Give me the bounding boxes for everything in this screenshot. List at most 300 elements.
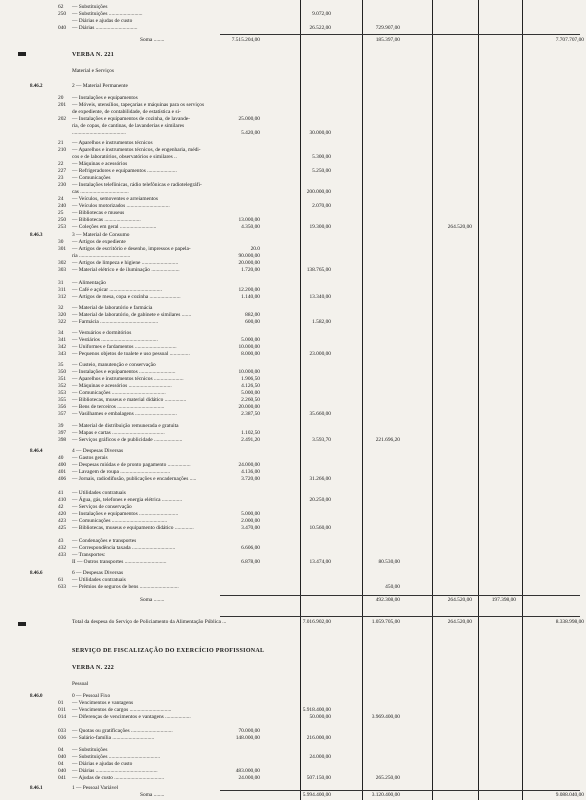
item-description: Pessoal: [72, 681, 89, 687]
amount-col-1: 20.0: [250, 246, 260, 252]
item-description: 0 — Pessoal Fixo: [72, 693, 111, 699]
item-description: — Diárias e ajudas de custo: [72, 18, 133, 24]
item-number: 43: [58, 538, 64, 544]
item-description: — Vestuários e dormitórios: [72, 330, 132, 336]
amount-col-2: 20.250,00: [309, 497, 331, 503]
amount-col-2: 10.560,00: [309, 525, 331, 531]
ledger-row: [0, 476, 586, 483]
item-description: — Material de distribuição remunerada e gratuita: [72, 423, 179, 429]
amount-col-2: 138.765,00: [306, 267, 331, 273]
ledger-row: [0, 497, 586, 504]
amount-col-2: 19.300,00: [309, 224, 331, 230]
item-description: — Bibliotecas ...........................: [72, 217, 141, 223]
item-description: — Material elétrico e de iluminação .....................: [72, 267, 180, 273]
amount-col-1: 4.350,00: [241, 224, 260, 230]
item-description: — Aparelhos e instrumentos técnicos, de engenharia, médi-: [72, 147, 201, 153]
item-number: 20: [58, 95, 64, 101]
ledger-row: [0, 469, 586, 476]
ledger-row: [0, 369, 586, 376]
amount-col-3: 265.250,00: [375, 775, 400, 781]
item-description: — Diárias ..............................................: [72, 768, 158, 774]
item-description: — Instalações e equipamentos .............................: [72, 511, 179, 517]
item-description: ria ......................................: [72, 253, 131, 259]
item-description: — Substituições .........................: [72, 11, 143, 17]
ledger-row: [0, 232, 586, 239]
item-description: SERVIÇO DE FISCALIZAÇÃO DO EXERCÍCIO PROFISSIONAL: [72, 648, 265, 654]
amount-col-1: 3.470,00: [241, 525, 260, 531]
item-number: 322: [58, 319, 67, 325]
item-description: — Diárias ...............................: [72, 25, 138, 31]
item-number: 250: [58, 217, 67, 223]
ledger-row: [0, 538, 586, 545]
amount-col-1: 148.000,00: [235, 735, 260, 741]
item-description: de expediente, de contabilidade, de estatística e si-: [72, 109, 181, 115]
ledger-row: [0, 305, 586, 312]
ledger-row: [0, 294, 586, 301]
item-description: — Transportes:: [72, 552, 106, 558]
amount-col-3: 492.308,00: [375, 597, 400, 603]
ledger-row: [0, 203, 586, 210]
ledger-row: [0, 83, 586, 90]
amount-col-3: 3.120.400,00: [371, 792, 400, 798]
item-number: 353: [58, 390, 67, 396]
total-row: [0, 792, 586, 799]
item-description: — Diferenças de vencimentos e vantagens ...................: [72, 714, 191, 720]
ledger-row: [0, 545, 586, 552]
item-description: — Comunicações .........................................: [72, 518, 168, 524]
section-heading: [0, 665, 586, 672]
item-number: 253: [58, 224, 67, 230]
amount-col-2: 50.000,00: [309, 714, 331, 720]
item-description: Material e Serviços: [72, 68, 114, 74]
amount-col-3: 450,00: [385, 584, 400, 590]
item-description: — Lavagem de roupa .....................................: [72, 469, 171, 475]
item-description: — Material de laboratório, de gabinete e similares .......: [72, 312, 192, 318]
amount-col-6: 9.088.040,00: [555, 792, 584, 798]
item-description: VERBA N. 222: [72, 665, 115, 671]
item-number: 406: [58, 476, 67, 482]
item-number: 61: [58, 577, 64, 583]
ledger-row: [0, 312, 586, 319]
item-description: — Substituições: [72, 747, 108, 753]
section-code: 8.46.1: [30, 786, 43, 791]
section-code: 8.46.4: [30, 449, 43, 454]
sum-rule: [220, 595, 580, 596]
ledger-row: [0, 754, 586, 761]
item-number: 036: [58, 735, 67, 741]
item-description: — Café e açúcar .......................................: [72, 287, 162, 293]
item-description: — Vestiários ..........................................: [72, 337, 158, 343]
item-description: — Comunicações: [72, 175, 111, 181]
ledger-row: [0, 437, 586, 444]
ledger-row: [0, 619, 586, 626]
amount-col-5: 197.398,00: [491, 597, 516, 603]
ledger-row: [0, 411, 586, 418]
ledger-row: [0, 455, 586, 462]
item-description: — Instalações e equipamentos ...........................: [72, 369, 176, 375]
ledger-row: [0, 518, 586, 525]
item-description: — Alimentação: [72, 280, 106, 286]
item-description: — Condenações e transportes: [72, 538, 137, 544]
item-number: 301: [58, 246, 67, 252]
sum-rule: [220, 34, 580, 35]
amount-col-1: 6.606,00: [241, 545, 260, 551]
item-number: 25: [58, 210, 64, 216]
item-description: — Correspondência taxada ................................: [72, 545, 176, 551]
ledger-row: [0, 4, 586, 11]
item-description: — Instalações telefônicas, rádio telefônicas e radiotelegráfi-: [72, 182, 202, 188]
item-number: 312: [58, 294, 67, 300]
item-number: 350: [58, 369, 67, 375]
item-description: — Bibliotecas, museus e equipamento didático ..............: [72, 525, 194, 531]
amount-col-2: 5.300,00: [312, 154, 331, 160]
item-number: 04: [58, 747, 64, 753]
amount-col-1: 600,00: [245, 319, 260, 325]
amount-col-1: 4.126,50: [241, 383, 260, 389]
ledger-row: [0, 785, 586, 792]
item-number: 342: [58, 344, 67, 350]
item-number: 357: [58, 411, 67, 417]
total-row: [0, 37, 586, 44]
item-number: 040: [58, 25, 67, 31]
item-number: 210: [58, 147, 67, 153]
item-description: — Bibliotecas e museus: [72, 210, 125, 216]
amount-col-2: 23.000,00: [309, 351, 331, 357]
ledger-row: [0, 102, 586, 109]
ledger-row: [0, 511, 586, 518]
item-description: ........................................: [72, 130, 126, 136]
ledger-row: [0, 109, 586, 116]
ledger-row: [0, 319, 586, 326]
amount-col-1: 8.000,00: [241, 351, 260, 357]
item-number: 311: [58, 287, 66, 293]
amount-col-1: 5.420,00: [241, 130, 260, 136]
amount-col-1: 5.000,00: [241, 390, 260, 396]
amount-col-6: 7.707.707,00: [555, 37, 584, 43]
ledger-row: [0, 448, 586, 455]
ledger-row: [0, 430, 586, 437]
amount-col-1: 12.200,00: [238, 287, 260, 293]
item-description: — Pequenos objetos de toalete e uso pessoal ...............: [72, 351, 190, 357]
ledger-row: [0, 161, 586, 168]
item-number: 423: [58, 518, 67, 524]
ledger-row: [0, 25, 586, 32]
item-number: 250: [58, 11, 67, 17]
ledger-row: [0, 189, 586, 196]
ledger-row: [0, 224, 586, 231]
amount-col-1: 2.387,50: [241, 411, 260, 417]
ledger-row: [0, 337, 586, 344]
ledger-row: [0, 217, 586, 224]
item-number: 23: [58, 175, 64, 181]
item-number: 40: [58, 455, 64, 461]
item-description: Total da despesa do Serviço de Policiamento da Alimentação Pública ...: [72, 619, 227, 625]
item-number: 432: [58, 545, 67, 551]
item-description: — Comunicações ........................................: [72, 390, 166, 396]
item-number: 303: [58, 267, 67, 273]
amount-col-3: 3.969.400,00: [371, 714, 400, 720]
amount-col-1: 2.000,00: [241, 518, 260, 524]
item-number: 30: [58, 239, 64, 245]
amount-col-1: 10.000,00: [238, 369, 260, 375]
amount-col-4: 264.520,00: [447, 224, 472, 230]
item-description: — Diárias e ajudas de custo: [72, 761, 133, 767]
ledger-row: [0, 490, 586, 497]
ledger-row: [0, 462, 586, 469]
section-code: 8.46.0: [30, 694, 43, 699]
ledger-row: [0, 147, 586, 154]
item-description: 6 — Despesas Diversas: [72, 570, 124, 576]
amount-col-2: 1.582,00: [312, 319, 331, 325]
ledger-row: [0, 280, 586, 287]
item-number: 352: [58, 383, 67, 389]
amount-col-2: 24.000,00: [309, 754, 331, 760]
item-description: — Água, gás, telefones e energia elétrica ...............: [72, 497, 183, 503]
item-number: 227: [58, 168, 67, 174]
item-description: — Bibliotecas, museus e material didático ................: [72, 397, 187, 403]
item-description: cos e de laboratórios, observatórios e similares ..: [72, 154, 177, 160]
amount-col-3: 729.907,00: [375, 25, 400, 31]
amount-col-4: 264.520,00: [447, 597, 472, 603]
item-description: — Uniformes e fardamentos ...............................: [72, 344, 177, 350]
amount-col-2: 507.150,00: [306, 775, 331, 781]
item-number: 31: [58, 280, 64, 286]
amount-col-1: 20.000,00: [238, 404, 260, 410]
ledger-row: [0, 253, 586, 260]
item-number: 041: [58, 775, 67, 781]
ledger-row: [0, 525, 586, 532]
item-description: — Vencimentos e vantagens: [72, 700, 134, 706]
ledger-row: [0, 239, 586, 246]
item-number: 21: [58, 140, 64, 146]
amount-col-2: 35.660,00: [309, 411, 331, 417]
amount-col-1: 6.878,00: [241, 559, 260, 565]
item-description: — Salário-família ...............................: [72, 735, 155, 741]
item-description: 3 — Material de Consumo: [72, 232, 130, 238]
item-number: 32: [58, 305, 64, 311]
item-number: 240: [58, 203, 67, 209]
ledger-row: [0, 11, 586, 18]
amount-col-2: 216.000,00: [306, 735, 331, 741]
item-description: — Utilidades contratuais: [72, 490, 126, 496]
item-description: — Gastos gerais: [72, 455, 108, 461]
ledger-row: [0, 116, 586, 123]
ledger-row: [0, 140, 586, 147]
ledger-row: [0, 552, 586, 559]
item-number: 401: [58, 469, 67, 475]
amount-col-1: 25.000,00: [238, 116, 260, 122]
item-number: 425: [58, 525, 67, 531]
item-description: 1 — Pessoal Variável: [72, 785, 119, 791]
item-number: 04: [58, 761, 64, 767]
ledger-row: [0, 570, 586, 577]
section-heading: [0, 52, 586, 59]
ledger-row: [0, 351, 586, 358]
item-description: Soma ........: [140, 597, 165, 603]
amount-col-4: 264.520,00: [447, 619, 472, 625]
item-number: 41: [58, 490, 64, 496]
ledger-row: [0, 210, 586, 217]
item-description: — Quotas ou gratificações ...............................: [72, 728, 173, 734]
ledger-row: [0, 559, 586, 566]
amount-col-1: 2.491,20: [241, 437, 260, 443]
item-number: 011: [58, 707, 66, 713]
item-description: — Despesas miúdas e de pronto pagamento .................: [72, 462, 191, 468]
amount-col-2: 5.918.400,00: [302, 707, 331, 713]
item-number: 400: [58, 462, 67, 468]
item-description: — Aparelhos e instrumentos técnicos ......................: [72, 376, 184, 382]
ledger-row: [0, 707, 586, 714]
ledger-row: [0, 362, 586, 369]
ledger-row: [0, 182, 586, 189]
item-description: — Móveis, utensílios, tapeçarias e máquinas para os serviços: [72, 102, 205, 108]
amount-col-2: 5.994.400,00: [302, 792, 331, 798]
item-number: 62: [58, 4, 64, 10]
ledger-row: [0, 390, 586, 397]
item-number: 39: [58, 423, 64, 429]
item-description: — Serviços de conservação: [72, 504, 132, 510]
item-description: — Artigos de mesa, copa e cozinha .......................: [72, 294, 181, 300]
amount-col-1: 1.102,50: [241, 430, 260, 436]
item-description: — Refrigeradores e equipamentos ......................: [72, 168, 177, 174]
ledger-row: [0, 693, 586, 700]
amount-col-1: 1.720,00: [241, 267, 260, 273]
amount-col-1: 1.140,00: [241, 294, 260, 300]
sum-rule: [220, 616, 580, 617]
item-description: — Bens de terceiros ...................................: [72, 404, 165, 410]
item-description: — Mapas e cartas .......................................: [72, 430, 165, 436]
item-description: — Ajudas de custo .....................................: [72, 775, 165, 781]
item-description: — Vasilhames e embalagens ...............................: [72, 411, 177, 417]
item-description: — Substituições ......................................: [72, 754, 161, 760]
ledger-row: [0, 95, 586, 102]
ledger-row: [0, 577, 586, 584]
amount-col-1: 483.000,00: [235, 768, 260, 774]
item-number: 341: [58, 337, 67, 343]
ledger-row: [0, 714, 586, 721]
ledger-row: [0, 423, 586, 430]
amount-col-1: 24.000,00: [238, 462, 260, 468]
ledger-row: [0, 761, 586, 768]
ledger-row: [0, 287, 586, 294]
amount-col-1: 24.000,00: [238, 775, 260, 781]
item-number: 633: [58, 584, 67, 590]
item-number: 202: [58, 116, 67, 122]
item-description: — Vencimentos de cargos ...............................: [72, 707, 172, 713]
item-description: 2 — Material Permanente: [72, 83, 128, 89]
ledger-row: [0, 344, 586, 351]
item-description: — Artigos de expediente: [72, 239, 126, 245]
amount-col-1: 2.260,50: [241, 397, 260, 403]
amount-col-2: 200.000,00: [306, 189, 331, 195]
item-description: — Máquinas e acessórios ................................: [72, 383, 172, 389]
ledger-row: [0, 747, 586, 754]
ledger-row: [0, 168, 586, 175]
amount-col-1: 5.000,00: [241, 511, 260, 517]
item-description: — Instalações e equipamentos: [72, 95, 138, 101]
item-number: 230: [58, 182, 67, 188]
item-description: cas ....................................: [72, 189, 129, 195]
amount-col-2: 13.340,00: [309, 294, 331, 300]
item-number: 040: [58, 768, 67, 774]
amount-col-3: 1.059.705,00: [371, 619, 400, 625]
section-code: 8.46.3: [30, 233, 43, 238]
ledger-row: [0, 700, 586, 707]
amount-col-1: 882,00: [245, 312, 260, 318]
ledger-row: [0, 196, 586, 203]
item-number: 040: [58, 754, 67, 760]
amount-col-1: 3.720,00: [241, 476, 260, 482]
section-heading: [0, 648, 586, 655]
item-description: — Coleções em geral ...........................: [72, 224, 157, 230]
item-number: 033: [58, 728, 67, 734]
amount-col-1: 1.906,50: [241, 376, 260, 382]
item-number: 201: [58, 102, 67, 108]
ledger-row: [0, 130, 586, 137]
item-description: — Veículos motorizados ................................: [72, 203, 170, 209]
ledger-row: [0, 681, 586, 688]
amount-col-3: 185.397,00: [375, 37, 400, 43]
ledger-row: [0, 154, 586, 161]
item-number: 343: [58, 351, 67, 357]
item-number: 24: [58, 196, 64, 202]
item-number: 397: [58, 430, 67, 436]
item-number: 433: [58, 552, 67, 558]
item-number: 356: [58, 404, 67, 410]
amount-col-1: 7.515.204,00: [231, 37, 260, 43]
ledger-row: [0, 175, 586, 182]
item-number: 302: [58, 260, 67, 266]
item-number: 320: [58, 312, 67, 318]
item-description: — Utilidades contratuais: [72, 577, 126, 583]
ledger-row: [0, 397, 586, 404]
amount-col-2: 5.250,00: [312, 168, 331, 174]
amount-col-2: 31.266,00: [309, 476, 331, 482]
item-number: 355: [58, 397, 67, 403]
item-description: Soma ........: [140, 37, 165, 43]
amount-col-3: 80.530,00: [378, 559, 400, 565]
amount-col-1: 10.000,00: [238, 344, 260, 350]
ledger-row: [0, 68, 586, 75]
ledger-row: [0, 330, 586, 337]
amount-col-1: 5.000,00: [241, 337, 260, 343]
item-number: 420: [58, 511, 67, 517]
item-number: 01: [58, 700, 64, 706]
item-number: 410: [58, 497, 67, 503]
ledger-row: [0, 383, 586, 390]
amount-col-1: 20.000,00: [238, 260, 260, 266]
item-description: — Material de laboratório e farmácia: [72, 305, 153, 311]
section-code: 8.46.6: [30, 571, 43, 576]
item-description: ria, de copas, de cantinas, de lavanderias e similares: [72, 123, 185, 129]
ledger-row: [0, 18, 586, 25]
amount-col-1: 90.000,00: [238, 253, 260, 259]
item-description: — Artigos de escritório e desenho, impressos e papela-: [72, 246, 191, 252]
section-code: 8.46.2: [30, 84, 43, 89]
ledger-row: [0, 775, 586, 782]
ledger-row: [0, 404, 586, 411]
item-description: — Custeio, manutenção e conservação: [72, 362, 156, 368]
ledger-row: [0, 267, 586, 274]
item-description: — Prêmios de seguros de bens .............................: [72, 584, 179, 590]
amount-col-2: 30.000,00: [309, 130, 331, 136]
ledger-row: [0, 735, 586, 742]
item-number: 351: [58, 376, 67, 382]
amount-col-1: 70.000,00: [238, 728, 260, 734]
ledger-row: [0, 246, 586, 253]
item-number: 014: [58, 714, 67, 720]
item-description: 4 — Despesas Diversas: [72, 448, 124, 454]
